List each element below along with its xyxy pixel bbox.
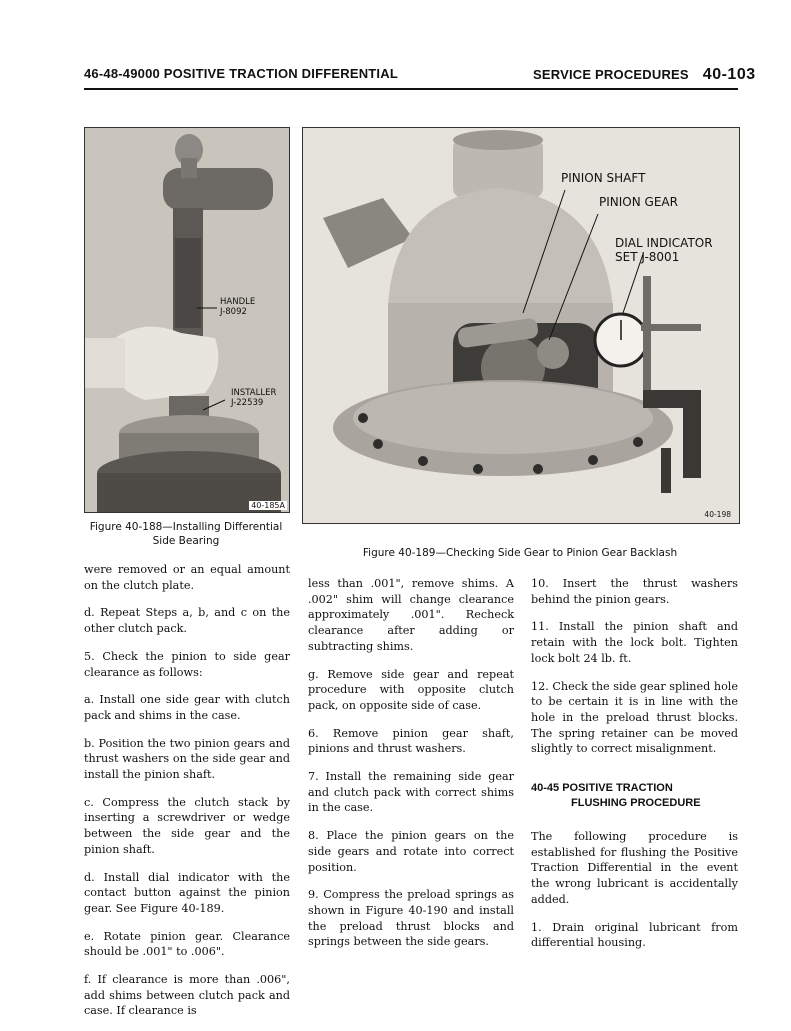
paragraph: f. If clearance is more than .006", add shims between clutch pack and case. If clearance is — [84, 973, 290, 1018]
figure-id: 40-185A — [251, 501, 285, 510]
paragraph: 8. Place the pinion gears on the side gears and rotate into correct position. — [308, 829, 514, 874]
section-heading-line1: 40-45 POSITIVE TRACTION — [531, 782, 673, 795]
paragraph: e. Rotate pinion gear. Clearance should be .001" to .006". — [84, 929, 290, 959]
bearing-installer-illustration — [85, 128, 289, 512]
label-installer-line2: J-22539 — [231, 398, 264, 408]
caption-line2: Side Bearing — [152, 535, 220, 547]
label-handle — [220, 297, 255, 317]
paragraph: 1. Drain original lubricant from differential housing. — [531, 920, 738, 950]
figure-40-189-caption: Figure 40-189—Checking Side Gear to Pinion Gear Backlash — [362, 547, 678, 559]
text-column-3 — [531, 576, 738, 963]
paragraph: 5. Check the pinion to side gear clearance as follows: — [84, 649, 290, 679]
paragraph: less than .001", remove shims. A .002" shim will change clearance approximately .001". Recheck clearance after adding or subtracting shims. — [308, 577, 514, 653]
label-dial-line1: DIAL INDICATOR — [615, 236, 713, 250]
text-column-1 — [84, 562, 290, 1031]
figure-id: 40-198 — [704, 510, 731, 519]
paragraph: a. Install one side gear with clutch pack and shims in the case. — [84, 693, 290, 722]
paragraph: b. Position the two pinion gears and thrust washers on the side gear and install the pinion shaft. — [84, 736, 290, 782]
label-dial-indicator — [615, 236, 713, 264]
label-dial-line2: SET J-8001 — [615, 250, 680, 264]
section-heading-line2: FLUSHING PROCEDURE — [571, 797, 701, 810]
label-handle-line1: HANDLE — [220, 297, 256, 307]
section-heading — [531, 781, 738, 811]
label-handle-line2: J-8092 — [220, 307, 247, 317]
label-pinion-shaft: PINION SHAFT — [561, 171, 646, 185]
paragraph: d. Install dial indicator with the contact button against the pinion gear. See Figure 40-189. — [84, 870, 290, 915]
paragraph: The following procedure is established for flushing the Positive Traction Differential in the event the wrong lubricant is accidentally added. — [531, 830, 738, 906]
paragraph: 10. Insert the thrust washers behind the pinion gears. — [531, 577, 738, 606]
figure-40-188 — [84, 127, 290, 513]
paragraph: g. Remove side gear and repeat procedure with opposite clutch pack, on opposite side of case. — [308, 667, 514, 712]
paragraph: 12. Check the side gear splined hole to be certain it is in line with the hole in the preload thrust blocks. The spring retainer can be moved slightly to correct misalignment. — [531, 679, 738, 756]
running-header-section — [533, 66, 756, 84]
header-rule — [84, 88, 738, 90]
paragraph: 11. Install the pinion shaft and retain with the lock bolt. Tighten lock bolt 24 lb. ft. — [531, 620, 738, 665]
running-header-title: 46-48-49000 POSITIVE TRACTION DIFFERENTIAL — [84, 66, 398, 81]
page-number: 40-103 — [702, 66, 756, 83]
figure-40-188-caption — [84, 520, 288, 548]
paragraph: 6. Remove pinion gear shaft, pinions and thrust washers. — [308, 726, 514, 756]
caption-line1: Figure 40-188—Installing Differential — [89, 521, 283, 533]
paragraph: d. Repeat Steps a, b, and c on the other clutch pack. — [84, 606, 290, 636]
paragraph: 9. Compress the preload springs as shown in Figure 40-190 and install the preload thrust blocks and springs between the side gears. — [308, 888, 514, 949]
text-column-2 — [308, 576, 514, 962]
label-installer-line1: INSTALLER — [231, 388, 277, 398]
label-pinion-gear: PINION GEAR — [599, 195, 678, 209]
paragraph: 7. Install the remaining side gear and clutch pack with correct shims in the case. — [308, 770, 514, 815]
paragraph: c. Compress the clutch stack by inserting a screwdriver or wedge between the side gear and the pinion shaft. — [84, 795, 290, 856]
figure-40-189 — [302, 127, 740, 524]
paragraph: were removed or an equal amount on the clutch plate. — [84, 563, 290, 592]
section-name: SERVICE PROCEDURES — [533, 67, 689, 82]
differential-dial-indicator-illustration — [303, 128, 739, 523]
label-installer — [231, 388, 276, 408]
